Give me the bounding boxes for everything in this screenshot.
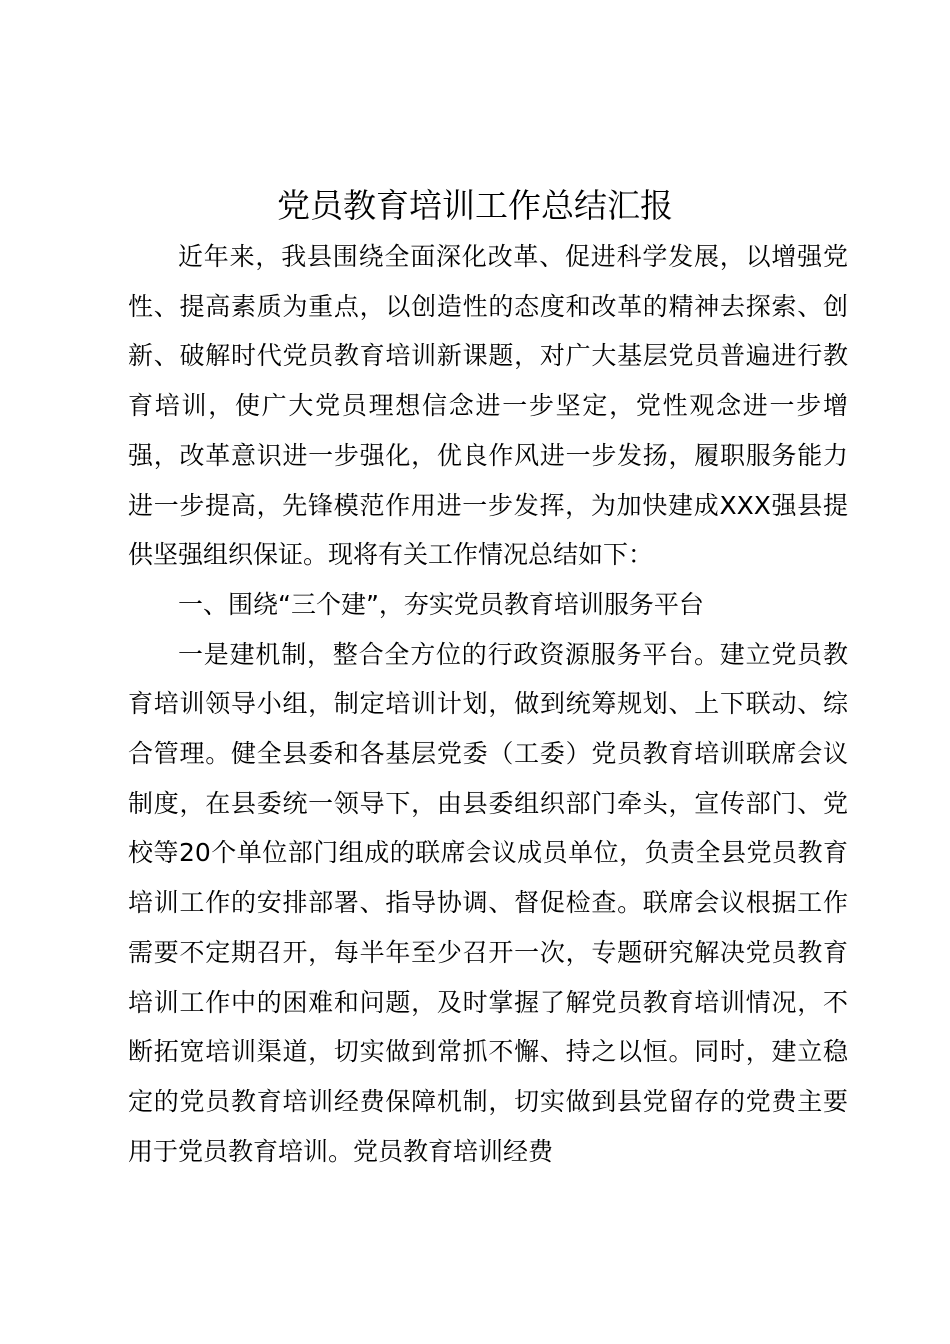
section-heading: 一、围绕“三个建”，夯实党员教育培训服务平台 (178, 589, 704, 619)
document-title: 党员教育培训工作总结汇报 (277, 186, 673, 225)
document-body (128, 232, 848, 1176)
intro-paragraph: 近年来，我县围绕全面深化改革、促进科学发展，以增强党性、提高素质为重点，以创造性的态度和改革的精神去探索、创新、破解时代党员教育培训新课题，对广大基层党员普遍进行教育培训，使广大党员理想信念进一步坚定，党性观念进一步增强，改革意识进一步强化，优良作风进一步发扬，履职服务能力进一步提高，先锋模范作用进一步发挥，为加快建成XXX强县提供坚强组织保证。现将有关工作情况总结如下： (128, 242, 848, 570)
section-paragraph: 一是建机制，整合全方位的行政资源服务平台。建立党员教育培训领导小组，制定培训计划，做到统筹规划、上下联动、综合管理。健全县委和各基层党委（工委）党员教育培训联席会议制度，在县委统一领导下，由县委组织部门牵头，宣传部门、党校等20个单位部门组成的联席会议成员单位，负责全县党员教育培训工作的安排部署、指导协调、督促检查。联席会议根据工作需要不定期召开，每半年至少召开一次，专题研究解决党员教育培训工作中的困难和问题，及时掌握了解党员教育培训情况，不断拓宽培训渠道，切实做到常抓不懈、持之以恒。同时，建立稳定的党员教育培训经费保障机制，切实做到县党留存的党费主要用于党员教育培训。党员教育培训经费 (128, 639, 848, 1166)
